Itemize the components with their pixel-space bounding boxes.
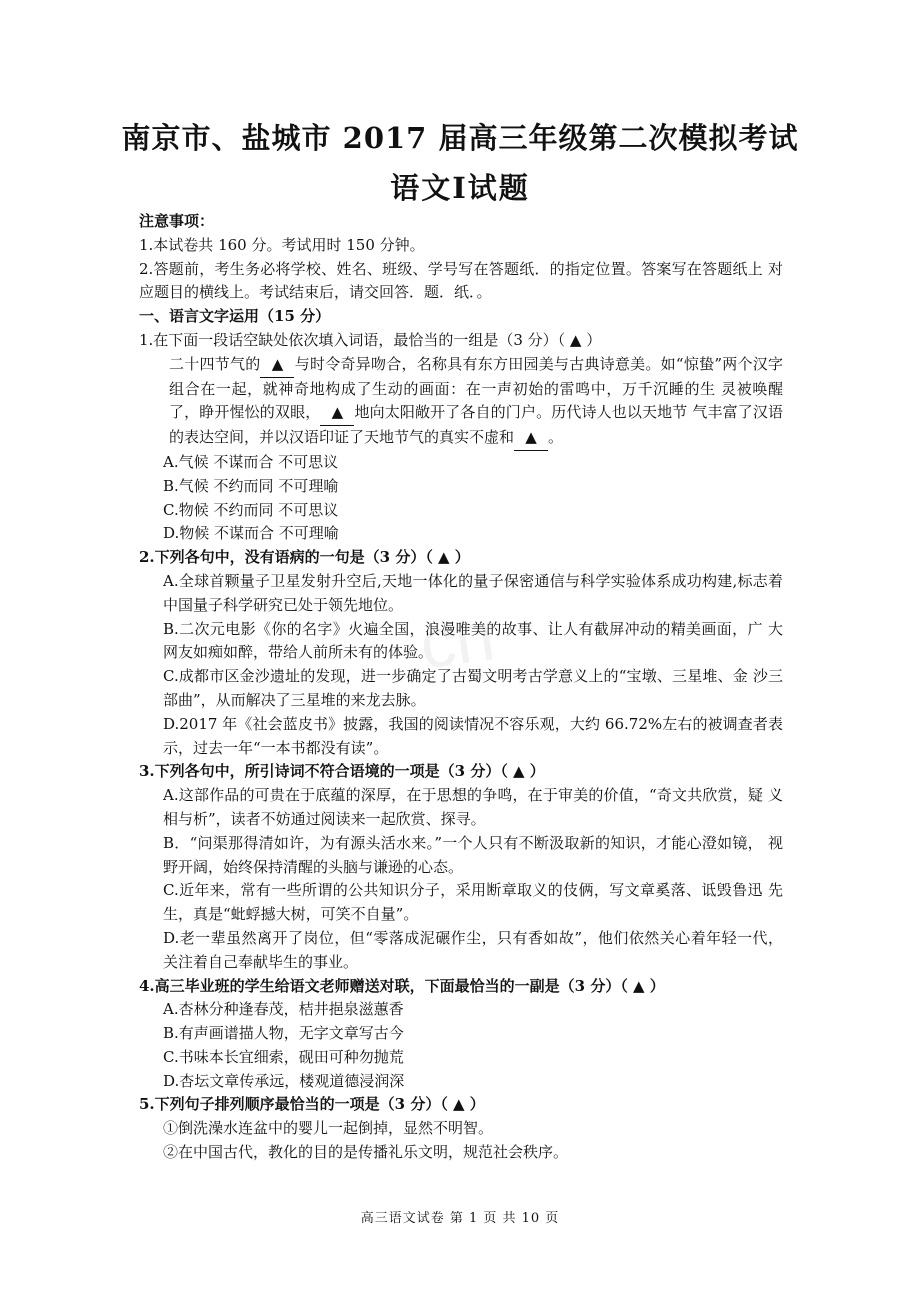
section-heading: 一、语言文字运用（15 分） — [139, 307, 331, 326]
q5-item-2: ②在中国古代，教化的目的是传播礼乐文明，规范社会秩序。 — [163, 1143, 569, 1162]
q2-option-a: A.全球首颗量子卫星发射升空后,天地一体化的量子保密通信与科学实验体系成功构建,标志着中国量子科学研究已处于领先地位。 — [163, 571, 783, 614]
q2-option-d: D.2017 年《社会蓝皮书》披露，我国的阅读情况不容乐观，大约 66.72%左右的被调查者表 示，过去一年“一本书都没有读”。 — [163, 714, 783, 757]
page-footer: 高三语文试卷 第 1 页 共 10 页 — [360, 1211, 560, 1226]
q3-option-a: A.这部作品的可贵在于底蕴的深厚，在于思想的争鸣，在于审美的价值，“奇文共欣赏，疑 义相与析”，读者不妨通过阅读来一起欣赏、探寻。 — [163, 786, 783, 828]
q1-passage-part-2: 与时令奇异吻合，名称具有东方田园美与古典诗意美。如“惊蛰”两个汉字组合在一起，就神奇地构成了生动的画面：在一声初始的雷鸣中，万千沉睡的生 灵被唤醒了，睁开惺忪的双眼， — [169, 354, 783, 422]
q1-blank-3: ▲ — [514, 426, 548, 451]
q1-passage-part-1: 二十四节气的 — [169, 354, 261, 373]
q1-blank-2: ▲ — [320, 401, 354, 426]
q4-stem: 4.高三毕业班的学生给语文老师赠送对联，下面最恰当的一副是（3 分）（ ▲ ） — [139, 976, 665, 995]
q1-option-d: D.物候 不谋而合 不可理喻 — [163, 524, 339, 543]
q1-blank-1: ▲ — [260, 353, 294, 378]
q1-passage — [139, 353, 783, 451]
q3-option-b: B．“问渠那得清如许，为有源头活水来。”一个人只有不断汲取新的知识，才能心澄如镜， 视野开阔，始终保持清醒的头脑与谦逊的心态。 — [163, 833, 783, 876]
q4-option-a: A.杏林分种逢春茂，桔井挹泉滋蕙香 — [163, 1000, 404, 1019]
notes-item-1: 1.本试卷共 160 分。考试用时 150 分钟。 — [139, 235, 425, 254]
q3-stem: 3.下列各句中，所引诗词不符合语境的一项是（3 分）（ ▲ ） — [139, 762, 545, 781]
q2-stem: 2.下列各句中，没有语病的一句是（3 分）（ ▲ ） — [139, 548, 470, 567]
q1-passage-part-3: 地向太阳敞开了各自的门户。历代诗人也以天地节 气丰富了汉语的表达空间，并以汉语印证了天地节气的真实不虚和 — [169, 403, 783, 447]
q4-option-b: B.有声画谱描人物，无字文章写古今 — [163, 1024, 404, 1043]
q1-passage-part-4: 。 — [548, 428, 564, 447]
notes-item-2: 2.答题前，考生务必将学校、姓名、班级、学号写在答题纸．的指定位置。答案写在答题纸上 对应题目的横线上。考试结束后，请交回答．题．纸．。 — [139, 259, 783, 302]
q3-option-c: C.近年来，常有一些所谓的公共知识分子，采用断章取义的伎俩，写文章奚落、诋毁鲁迅 先生，真是“蚍蜉撼大树，可笑不自量”。 — [163, 881, 783, 924]
q5-stem: 5.下列句子排列顺序最恰当的一项是（3 分）（ ▲ ） — [139, 1095, 485, 1114]
exam-subtitle: 语文Ⅰ试题 — [390, 171, 530, 205]
exam-title: 南京市、盐城市 2017 届高三年级第二次模拟考试 — [121, 121, 799, 155]
exam-content — [139, 210, 783, 1165]
q5-item-1: ①倒洗澡水连盆中的婴儿一起倒掉，显然不明智。 — [163, 1119, 494, 1138]
q1-stem: 1.在下面一段话空缺处依次填入词语，最恰当的一组是（3 分）（ ▲ ） — [139, 330, 602, 349]
q1-option-a: A.气候 不谋而合 不可思议 — [163, 452, 339, 471]
notes-heading: 注意事项： — [139, 212, 215, 230]
q2-option-b: B.二次元电影《你的名字》火遍全国，浪漫唯美的故事、让人有截屏冲动的精美画面，广 大网友如痴如醉，带给人前所未有的体验。 — [163, 619, 783, 662]
q1-option-c: C.物候 不约而同 不可思议 — [163, 500, 339, 519]
q2-option-c: C.成都市区金沙遗址的发现，进一步确定了古蜀文明考古学意义上的“宝墩、三星堆、金 沙三部曲”，从而解决了三星堆的来龙去脉。 — [163, 667, 783, 709]
q4-option-c: C.书味本长宜细索，砚田可种勿抛荒 — [163, 1047, 404, 1066]
q1-option-b: B.气候 不约而同 不可理喻 — [163, 476, 339, 495]
watermark: cn — [414, 596, 500, 684]
q3-option-d: D.老一辈虽然离开了岗位，但“零落成泥碾作尘，只有香如故”，他们依然关心着年轻一代， 关注着自己奉献毕生的事业。 — [163, 928, 783, 971]
q4-option-d: D.杏坛文章传承远，楼观道德浸润深 — [163, 1071, 405, 1090]
